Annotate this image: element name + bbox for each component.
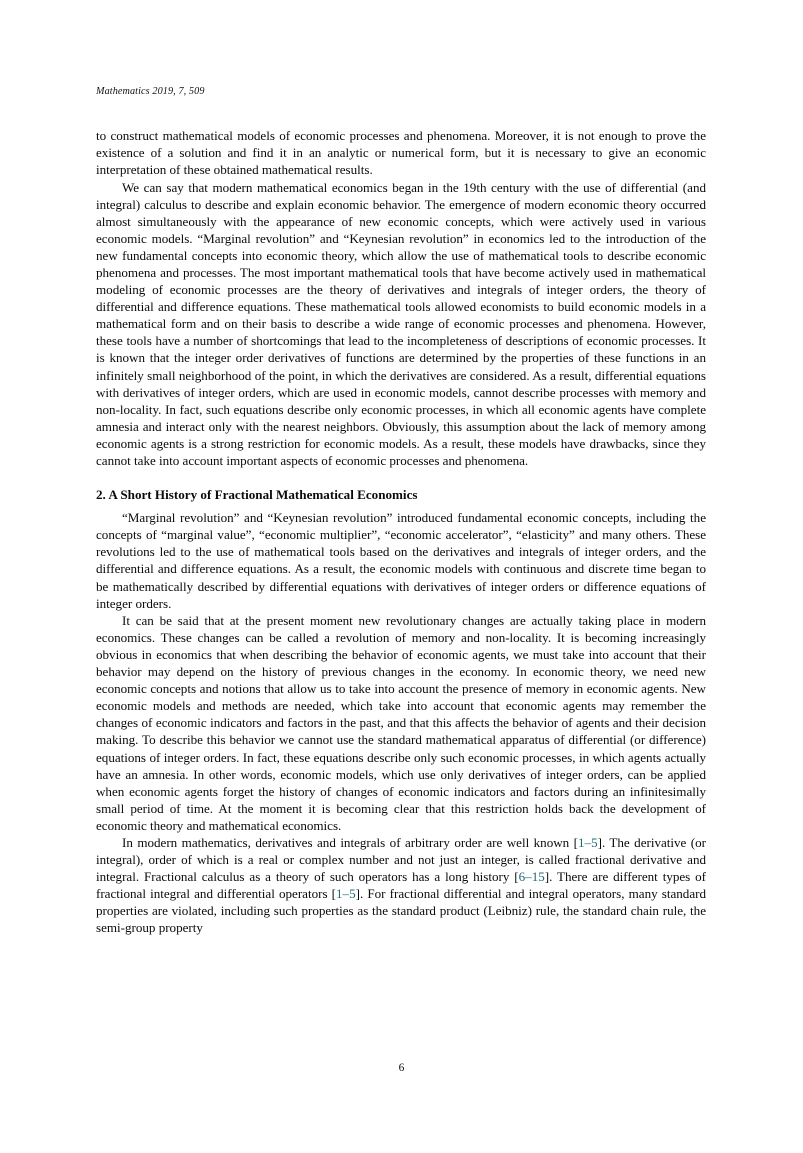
paragraph-continuation: to construct mathematical models of economic processes and phenomena. Moreover, it is not enough to prove the existence of a solution and find it in an analytic or numerical form, but it is necessary to give an economic interpretation of these obtained mathematical results.	[96, 128, 706, 178]
citation-link-1-5-second[interactable]: 1–5	[336, 886, 356, 902]
paragraph-modern-mathematical-economics: We can say that modern mathematical economics began in the 19th century with the use of differential (and integral) calculus to describe and explain economic behavior. The emergence of modern economic theory occurred almost simultaneously with the appearance of new economic concepts, which were actively used in various economic models. “Marginal revolution” and “Keynesian revolution” in economics led to the introduction of the new fundamental concepts into economic theory, which allow the use of mathematical tools to describe economic phenomena and processes. The most important mathematical tools that have become actively used in mathematical modeling of economic processes are the theory of derivatives and integrals of integer orders, the theory of differential and difference equations. These mathematical tools allowed economists to build economic models in a mathematical form and on their basis to describe a wide range of economic processes and phenomena. However, these tools have a number of shortcomings that lead to the incompleteness of descriptions of economic processes. It is known that the integer order derivatives of functions are determined by the properties of these functions in an infinitely small neighborhood of the point, in which the derivatives are considered. As a result, differential equations with derivatives of integer orders, which are used in economic models, cannot describe processes with memory and non-locality. In fact, such equations describe only economic processes, in which all economic agents have complete amnesia and interact only with the nearest neighbors. Obviously, this assumption about the lack of memory among economic agents is a strong restriction for economic models. As a result, these models have drawbacks, since they cannot take into account important aspects of economic processes and phenomena.	[96, 179, 706, 469]
paragraph-memory-nonlocality: It can be said that at the present moment new revolutionary changes are actually taking place in modern economics. These changes can be called a revolution of memory and non-locality. It is becoming increasingly obvious in economics that when describing the behavior of economic agents, we must take into account that their behavior may depend on the history of previous changes in the economy. In economic theory, we need new economic concepts and notions that allow us to take into account the presence of memory in economic agents. New economic models and methods are needed, which take into account that economic agents may remember the changes of economic indicators and factors in the past, and that this affects the behavior of agents and their decision making. To describe this behavior we cannot use the standard mathematical apparatus of differential (or difference) equations of integer orders. In fact, these equations describe only such economic processes, in which agents actually have an amnesia. In other words, economic models, which use only derivatives of integer orders, can be applied when economic agents forget the history of changes of economic indicators and factors during an infinitesimally small period of time. At the moment it is becoming clear that this restriction holds back the development of economic theory and mathematical economics.	[96, 612, 706, 833]
paragraph-marginal-revolution: “Marginal revolution” and “Keynesian revolution” introduced fundamental economic concepts, including the concepts of “marginal value”, “economic multiplier”, “economic accelerator”, “elasticity” and many others. These revolutions led to the use of mathematical tools based on the derivatives and integrals of integer orders, and the differential and difference equations. As a result, the economic models with continuous and discrete time began to be mathematically described by differential equations with derivatives of integer orders or difference equations of integer orders.	[96, 510, 706, 611]
paragraph-text-segment-4: ]. For fractional differential and integral operators, many standard properties are violated, including such properties as the standard product (Leibniz) rule, the standard chain rule, the semi-group property	[96, 886, 706, 936]
citation-link-1-5-first[interactable]: 1–5	[578, 834, 598, 850]
page-content-column	[96, 0, 706, 937]
running-head: Mathematics 2019, 7, 509	[96, 86, 205, 97]
body-text-block	[96, 127, 706, 936]
paragraph-fractional-calculus	[96, 834, 706, 937]
page-number: 6	[398, 1062, 405, 1074]
citation-link-6-15[interactable]: 6–15	[518, 869, 545, 885]
section-heading-2: 2. A Short History of Fractional Mathematical Economics	[96, 487, 418, 503]
paragraph-text-segment-2: ]. The derivative (or integral), order of which is a real or complex number and not just an integer, is called fractional derivative and integral. Fractional calculus as a theory of such operators has a long history [	[96, 834, 706, 885]
paragraph-text-segment-3: ]. There are different types of fractional integral and differential operators [	[96, 869, 707, 902]
paragraph-text-segment-1: In modern mathematics, derivatives and integrals of arbitrary order are well known [	[122, 834, 579, 850]
